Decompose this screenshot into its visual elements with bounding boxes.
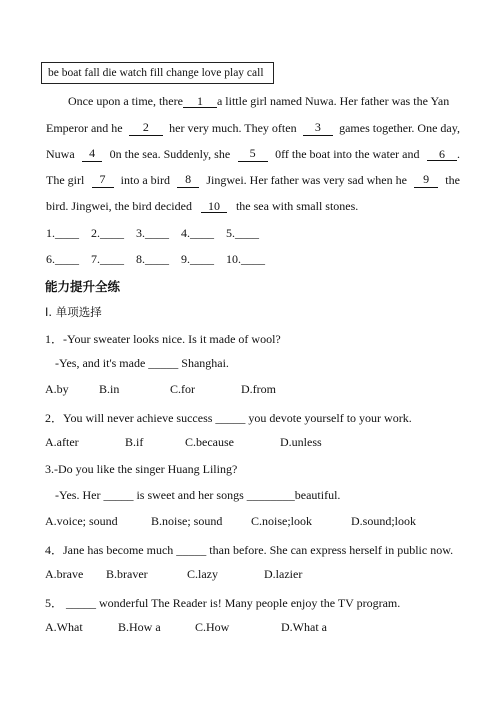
- answer-slot[interactable]: 2.____: [91, 226, 124, 240]
- question-1-text: 1．-Your sweater looks nice. Is it made of wool?: [45, 332, 281, 346]
- answer-slot[interactable]: 5.____: [226, 226, 259, 240]
- option-b[interactable]: B.if: [125, 435, 144, 449]
- option-d[interactable]: D.from: [241, 382, 276, 396]
- blank-3: 3: [303, 121, 333, 136]
- blank-7: 7: [92, 173, 114, 188]
- passage-line-2: Emperor and he 2 her very much. They often 3 games together. One day,: [46, 120, 460, 135]
- option-d[interactable]: D.unless: [280, 435, 322, 449]
- answer-slot[interactable]: 3.____: [136, 226, 169, 240]
- answer-slot[interactable]: 6.____: [46, 252, 79, 266]
- passage-line-3: Nuwa 4 0n the sea. Suddenly, she 5 0ff the boat into the water and 6 .: [46, 146, 460, 161]
- answer-slot[interactable]: 4.____: [181, 226, 214, 240]
- option-b[interactable]: B.in: [99, 382, 120, 396]
- answer-slot[interactable]: 8.____: [136, 252, 169, 266]
- option-d[interactable]: D.sound;look: [351, 514, 417, 528]
- blank-8: 8: [177, 173, 199, 188]
- blank-5: 5: [238, 147, 268, 162]
- question-3-reply: -Yes. Her _____ is sweet and her songs ________beautiful.: [55, 488, 341, 502]
- passage-line-5: bird. Jingwei, the bird decided 10 the sea with small stones.: [46, 199, 359, 213]
- question-3-text: 3.-Do you like the singer Huang Liling?: [45, 462, 238, 476]
- answer-slot[interactable]: 7.____: [91, 252, 124, 266]
- answer-slot[interactable]: 10.____: [226, 252, 265, 266]
- answer-row-1: [46, 226, 271, 241]
- answer-slot[interactable]: 1.____: [46, 226, 79, 240]
- blank-9: 9: [414, 173, 438, 188]
- part-title: I. 单项选择: [45, 305, 102, 319]
- option-b[interactable]: B.braver: [106, 567, 148, 581]
- word-bank-box: be boat fall die watch fill change love play call: [41, 62, 274, 84]
- option-d[interactable]: D.lazier: [264, 567, 303, 581]
- option-c[interactable]: C.lazy: [187, 567, 218, 581]
- option-c[interactable]: C.because: [185, 435, 234, 449]
- option-a[interactable]: A.brave: [45, 567, 84, 581]
- option-d[interactable]: D.What a: [281, 620, 327, 634]
- option-a[interactable]: A.after: [45, 435, 79, 449]
- blank-6: 6: [427, 148, 457, 161]
- option-a[interactable]: A.by: [45, 382, 69, 396]
- option-b[interactable]: B.noise; sound: [151, 514, 223, 528]
- section-title: 能力提升全练: [45, 279, 121, 294]
- blank-1: 1: [183, 95, 217, 108]
- passage-line-1: Once upon a time, there 1 a little girl named Nuwa. Her father was the Yan: [68, 94, 450, 108]
- option-c[interactable]: C.for: [170, 382, 195, 396]
- passage-line-4: The girl 7 into a bird 8 Jingwei. Her father was very sad when he 9 the: [46, 172, 460, 187]
- blank-4: 4: [82, 147, 102, 162]
- option-c[interactable]: C.How: [195, 620, 230, 634]
- question-2-text: 2．You will never achieve success _____ you devote yourself to your work.: [45, 411, 412, 425]
- option-c[interactable]: C.noise;look: [251, 514, 313, 528]
- option-a[interactable]: A.What: [45, 620, 83, 634]
- question-1-reply: -Yes, and it's made _____ Shanghai.: [55, 356, 229, 370]
- option-b[interactable]: B.How a: [118, 620, 161, 634]
- blank-10: 10: [201, 200, 227, 213]
- question-4-text: 4．Jane has become much _____ than before. She can express herself in public now.: [45, 543, 454, 557]
- option-a[interactable]: A.voice; sound: [45, 514, 118, 528]
- blank-2: 2: [129, 121, 163, 136]
- question-5-text: 5． _____ wonderful The Reader is! Many people enjoy the TV program.: [45, 596, 401, 610]
- answer-slot[interactable]: 9.____: [181, 252, 214, 266]
- answer-row-2: [46, 252, 271, 267]
